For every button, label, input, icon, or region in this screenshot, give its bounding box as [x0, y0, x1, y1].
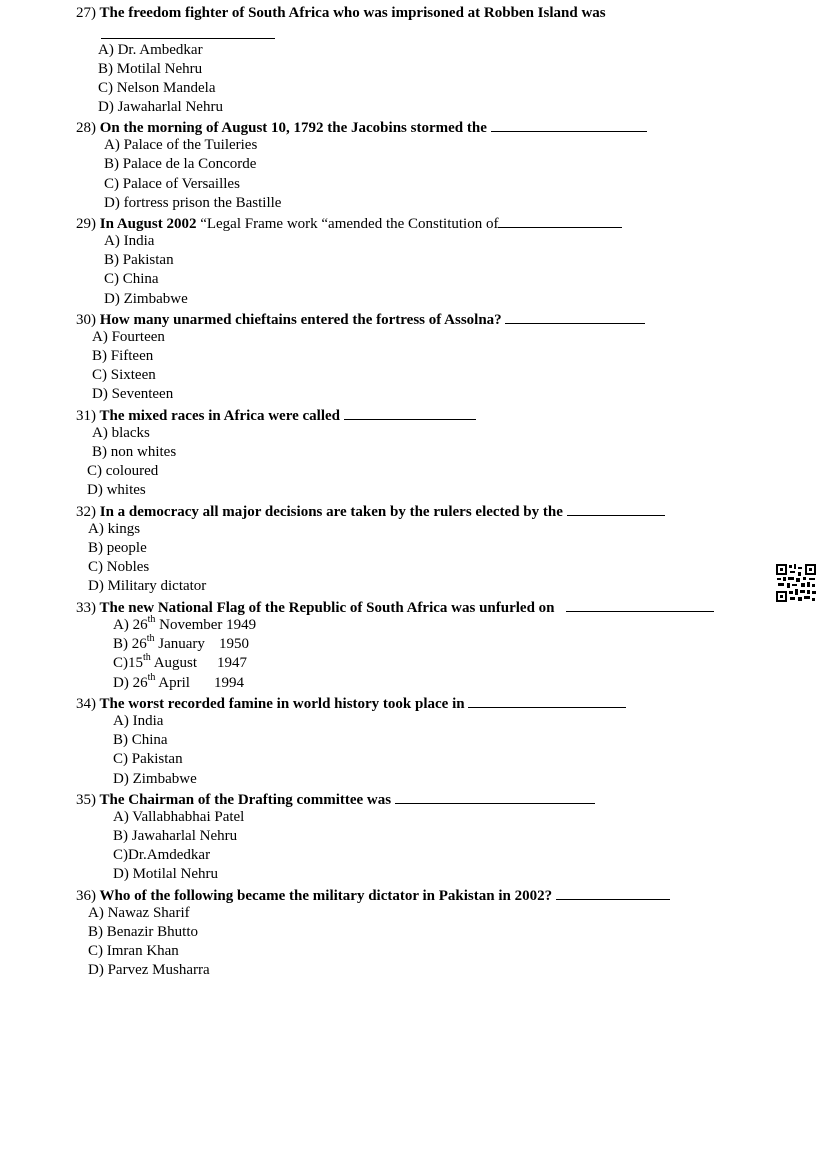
- option-b: B) Fifteen: [92, 348, 154, 364]
- option-a: [113, 614, 257, 634]
- option-d: D) Zimbabwe: [113, 771, 197, 787]
- option-rest: January: [154, 636, 205, 652]
- option-year: 1947: [217, 655, 248, 671]
- answer-blank: [395, 790, 595, 804]
- option-b: B) Jawaharlal Nehru: [113, 828, 238, 844]
- question-number: 36): [76, 888, 96, 904]
- question-29: [76, 214, 622, 233]
- question-text: The mixed races in Africa were called: [99, 408, 340, 424]
- option-prefix: B) 26: [113, 636, 147, 652]
- option-c: C) Imran Khan: [88, 943, 179, 959]
- ordinal-suffix: th: [147, 672, 156, 683]
- question-text: How many unarmed chieftains entered the fortress of Assolna?: [99, 312, 502, 328]
- option-d: D) Motilal Nehru: [113, 866, 218, 882]
- question-number: 27): [76, 5, 96, 21]
- option-a: A) Palace of the Tuileries: [104, 137, 258, 153]
- question-32: [76, 502, 665, 521]
- answer-blank: [566, 598, 714, 612]
- option-a: A) Dr. Ambedkar: [98, 42, 203, 58]
- question-text: The new National Flag of the Republic of South Africa was unfurled on: [99, 600, 555, 616]
- question-36: [76, 886, 670, 905]
- option-c: C) coloured: [87, 463, 159, 479]
- question-31: [76, 406, 476, 425]
- question-28: [76, 118, 647, 137]
- option-prefix: A) 26: [113, 617, 148, 633]
- option-year: 1994: [213, 675, 244, 691]
- option-b: B) Palace de la Concorde: [104, 156, 257, 172]
- answer-blank: [567, 502, 665, 516]
- option-a: A) Fourteen: [92, 329, 165, 345]
- ordinal-suffix: th: [143, 652, 151, 663]
- option-b: B) non whites: [92, 444, 177, 460]
- option-d: D) Jawaharlal Nehru: [98, 99, 223, 115]
- option-d: D) whites: [87, 482, 146, 498]
- option-d: D) fortress prison the Bastille: [104, 195, 282, 211]
- option-b: B) Motilal Nehru: [98, 61, 203, 77]
- option-b: B) people: [88, 540, 147, 556]
- option-c: C) Nobles: [88, 559, 150, 575]
- option-rest: November 1949: [155, 617, 257, 633]
- option-b: B) Pakistan: [104, 252, 174, 268]
- option-d: D) Seventeen: [92, 386, 174, 402]
- option-c: C) Sixteen: [92, 367, 156, 383]
- option-c: [113, 652, 248, 672]
- question-number: 29): [76, 216, 96, 232]
- option-a: A) Vallabhabhai Patel: [113, 809, 245, 825]
- answer-blank: [468, 694, 626, 708]
- question-number: 31): [76, 408, 96, 424]
- option-rest: August: [150, 655, 198, 671]
- option-d: D) Parvez Musharra: [88, 962, 210, 978]
- option-a: A) India: [113, 713, 164, 729]
- question-text: Who of the following became the military dictator in Pakistan in 2002?: [99, 888, 553, 904]
- option-a: A) blacks: [92, 425, 150, 441]
- answer-blank: [491, 118, 647, 132]
- question-number: 30): [76, 312, 96, 328]
- question-number: 33): [76, 600, 96, 616]
- question-text: The Chairman of the Drafting committee was: [99, 792, 392, 808]
- option-c: C) Pakistan: [113, 751, 183, 767]
- question-35: [76, 790, 595, 809]
- answer-blank: [344, 406, 476, 420]
- option-d: D) Zimbabwe: [104, 291, 188, 307]
- ordinal-suffix: th: [146, 633, 155, 644]
- question-text-prefix: In August 2002: [99, 216, 201, 232]
- question-text: “Legal Frame work “amended the Constitution of: [200, 216, 499, 232]
- option-d: D) Military dictator: [88, 578, 207, 594]
- question-number: 35): [76, 792, 96, 808]
- option-a: A) kings: [88, 521, 141, 537]
- option-year: 1950: [218, 636, 249, 652]
- answer-blank: [505, 310, 645, 324]
- question-text: The worst recorded famine in world history took place in: [99, 696, 465, 712]
- question-text: The freedom fighter of South Africa who was imprisoned at Robben Island was: [99, 5, 606, 21]
- question-30: [76, 310, 645, 329]
- option-a: A) India: [104, 233, 155, 249]
- option-c: C) Palace of Versailles: [104, 176, 240, 192]
- question-text: In a democracy all major decisions are taken by the rulers elected by the: [99, 504, 563, 520]
- question-34: [76, 694, 626, 713]
- question-33: [76, 598, 714, 617]
- option-c: C) Nelson Mandela: [98, 80, 216, 96]
- question-text: On the morning of August 10, 1792 the Jacobins stormed the: [99, 120, 487, 136]
- question-27: [76, 5, 606, 22]
- question-number: 34): [76, 696, 96, 712]
- question-number: 28): [76, 120, 96, 136]
- answer-blank: [556, 886, 670, 900]
- option-b: B) Benazir Bhutto: [88, 924, 198, 940]
- qr-code-icon: [776, 564, 816, 602]
- option-b: B) China: [113, 732, 168, 748]
- option-rest: April: [155, 675, 190, 691]
- option-c: C)Dr.Amdedkar: [113, 847, 211, 863]
- question-number: 32): [76, 504, 96, 520]
- option-c: C) China: [104, 271, 159, 287]
- option-a: A) Nawaz Sharif: [88, 905, 190, 921]
- option-b: [113, 633, 249, 653]
- ordinal-suffix: th: [147, 614, 156, 625]
- option-prefix: C)15: [113, 655, 143, 671]
- option-d: [113, 672, 244, 692]
- answer-blank: [498, 214, 622, 228]
- option-prefix: D) 26: [113, 675, 148, 691]
